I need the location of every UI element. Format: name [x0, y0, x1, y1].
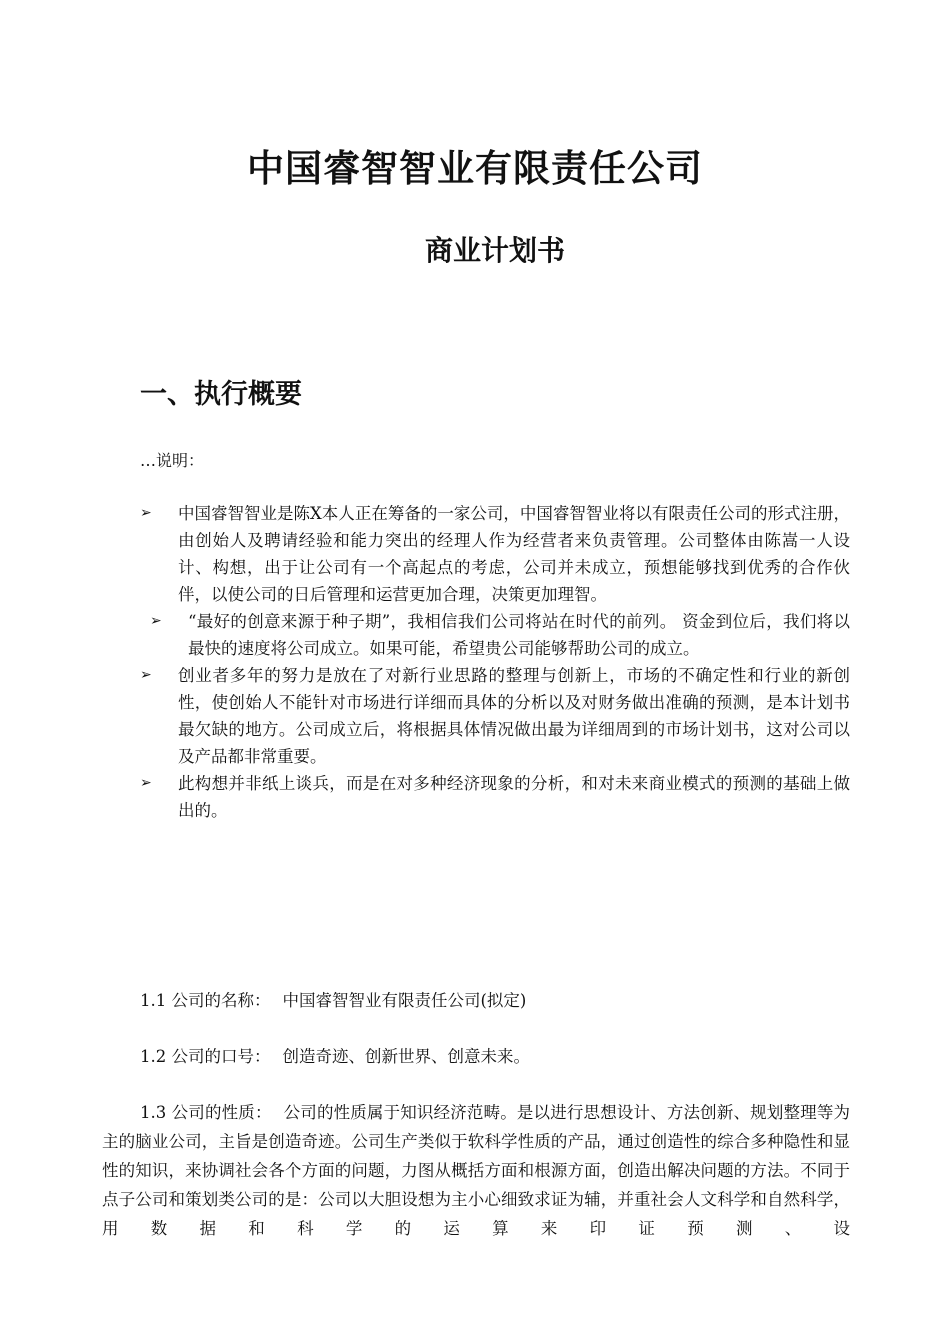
section-heading: 一、执行概要: [140, 379, 302, 410]
list-item: [140, 608, 850, 662]
company-nature-label: 1.3 公司的性质：: [140, 1103, 272, 1122]
company-slogan-label: 1.2 公司的口号：: [140, 1047, 271, 1066]
company-name-label: 1.1 公司的名称：: [140, 991, 271, 1010]
arrow-bullet-icon: ➢: [140, 775, 152, 791]
bullet-text: 创业者多年的努力是放在了对新行业思路的整理与创新上，市场的不确定性和行业的新创性，使创始人不能针对市场进行详细而具体的分析以及对财务做出准确的预测，是本计划书最欠缺的地方。公司成立后，将根据具体情况做出最为详细周到的市场计划书，这对公司以及产品都非常重要。: [178, 666, 850, 766]
summary-bullet-list: [140, 500, 850, 824]
document-subtitle: 商业计划书: [424, 234, 565, 267]
company-nature-value: 公司的性质属于知识经济范畴。是以进行思想设计、方法创新、规划整理等为主的脑业公司，主旨是创造奇迹。公司生产类似于软科学性质的产品，通过创造性的综合多种隐性和显性的知识，来协调社会各个方面的问题，力图从概括方面和根源方面，创造出解决问题的方法。不同于点子公司和策划类公司的是：公司以大胆设想为主小心细致求证为辅，并重社会人文科学和自然科学，用数据和科学的运算来印证预测、设: [102, 1103, 850, 1238]
list-item: [140, 770, 850, 824]
company-nature-paragraph: [102, 1098, 850, 1243]
list-item: [140, 662, 850, 770]
bullet-text: “最好的创意来源于种子期”，我相信我们公司将站在时代的前列。 资金到位后，我们将以最快的速度将公司成立。如果可能，希望贵公司能够帮助公司的成立。: [188, 612, 850, 658]
company-name-line: [140, 987, 526, 1011]
bullet-text: 中国睿智智业是陈X本人正在筹备的一家公司，中国睿智智业将以有限责任公司的形式注册，由创始人及聘请经验和能力突出的经理人作为经营者来负责管理。公司整体由陈嵩一人设计、构想，出于让公司有一个高起点的考虑，公司并未成立，预想能够找到优秀的合作伙伴，以使公司的日后管理和运营更加合理，决策更加理智。: [178, 504, 850, 604]
arrow-bullet-icon: ➢: [140, 667, 152, 683]
section-note: …说明：: [140, 451, 205, 470]
document-title: 中国睿智智业有限责任公司: [247, 147, 703, 190]
list-item: [140, 500, 850, 608]
company-name-value: 中国睿智智业有限责任公司(拟定): [282, 991, 527, 1010]
bullet-text: 此构想并非纸上谈兵，而是在对多种经济现象的分析，和对未来商业模式的预测的基础上做出的。: [178, 774, 850, 820]
arrow-bullet-icon: ➢: [150, 613, 162, 629]
arrow-bullet-icon: ➢: [140, 505, 152, 521]
company-slogan-line: [140, 1043, 530, 1067]
company-slogan-value: 创造奇迹、创新世界、创意未来。: [282, 1047, 530, 1066]
